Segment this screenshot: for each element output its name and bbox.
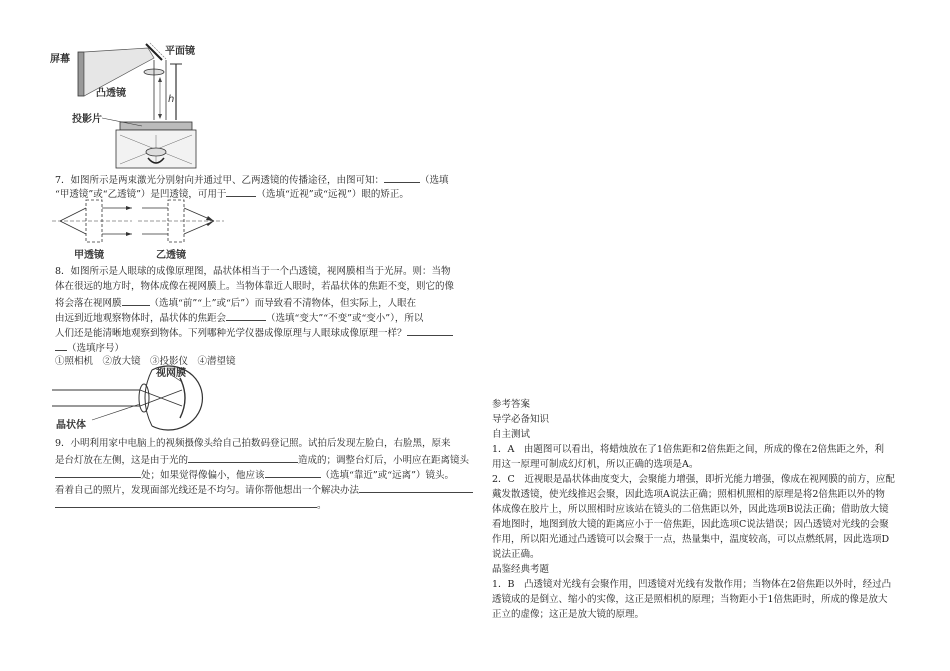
q9-line2-a: 是台灯放在左侧，这是由于光的 [55,455,189,466]
q9-blank-1 [188,452,298,463]
answer-1-line-2: 用这一原理可制成幻灯机，所以正确的选项是A。 [492,459,699,470]
section-heading-2: 自主测试 [492,429,531,440]
q9-blank-4 [359,482,473,493]
q8-line4-b: （选填“变大”“不变”或“变小”），所以 [266,313,424,324]
answer-2-line-2: 戴发散透镜，使光线推迟会聚，因此选项A说法正确；照相机照相的原理是将2倍焦距以外的物 [492,489,885,500]
q8-blank-1 [122,295,150,306]
answer-2-line-5: 作用，所以阳光通过凸透镜可以会聚于一点，热量集中，温度较高，可以点燃纸屑，因此选项D [492,534,890,545]
lens-b-label: 乙透镜 [156,250,186,261]
q8-line3-b: （选填“前”“上”或“后”）而导致看不清物体，但实际上，人眼在 [149,298,417,309]
answer-3-line-2: 透镜成的是倒立、缩小的实像，这正是照相机的原理；当物距小于1倍焦距时，所成的像是放大 [492,594,888,605]
projector-figure [50,40,200,170]
q8-blank-4 [55,340,67,351]
answer-1-line-1: 1．A 由题图可以看出，将蜡烛放在了1倍焦距和2倍焦距之间，所成的像在2倍焦距之外，利 [492,444,885,455]
answer-2-line-6: 说法正确。 [492,549,540,560]
answer-2-line-4: 看地图时，地图到放大镜的距离应小于一倍焦距，因此选项C说法错误；因凸透镜对光线的会聚 [492,519,889,530]
q9-line4: 看着自己的照片，发现面部光线还是不均匀。请你帮他想出一个解决办法 [55,485,360,496]
q7-line2-a: “甲透镜”或“乙透镜”）是凹透镜，可用于 [55,189,227,200]
q8-line5: 人们还是能清晰地观察到物体。下列哪种光学仪器成像原理与人眼球成像原理一样？ [55,328,407,339]
answer-2-line-3: 体成像在胶片上，所以照相时应该站在镜头的二倍焦距以外，因此选项B说法正确；借助放大镜 [492,504,889,515]
q8-line4-a: 由远到近地观察物体时，晶状体的焦距会 [55,313,227,324]
crystal-label: 晶状体 [56,420,86,431]
q9-line2-b: 造成的；调整台灯后，小明应在距离镜头 [298,455,470,466]
q7-blank-1 [384,172,420,183]
lens-a-label: 甲透镜 [74,250,104,261]
q8-blank-2 [226,310,266,321]
q9-blank-3 [265,467,321,478]
q9-line3-a: 处；如果觉得像偏小，他应该 [141,470,265,481]
q7-blank-2 [226,186,256,197]
q9-line5-tail: 。 [317,500,327,511]
q8-blank-3 [407,325,453,336]
q7-line1-tail: （选填 [420,175,449,186]
q9-line1: 9．小明利用家中电脑上的视频摄像头给自己拍数码登记照。试拍后发现左脸白，右脸黑，原来 [55,438,451,449]
answer-2-line-1: 2．C 近视眼是晶状体曲度变大，会聚能力增强，即折光能力增强，像成在视网膜的前方，应配 [492,474,895,485]
answer-3-line-3: 正立的虚像；这正是放大镜的原理。 [492,609,645,620]
q8-line3-a: 将会落在视网膜 [55,298,122,309]
section-heading-1: 导学必备知识 [492,414,550,425]
q9-line3-b: （选填“靠近”或“远离”）镜头。 [320,470,454,481]
lens-figure [52,198,232,260]
q8-line2: 体在很远的地方时，物体成像在视网膜上。当物体靠近人眼时，若晶状体的焦距不变，则它的像 [55,281,455,292]
slide-label: 投影片 [72,114,102,125]
answer-title: 参考答案 [492,399,531,410]
section-heading-3: 晶鉴经典考题 [492,564,550,575]
lens-label: 凸透镜 [96,88,126,99]
q8-line6: （选填序号） [67,343,125,354]
q8-options: ①照相机 ②放大镜 ③投影仪 ④潜望镜 [55,356,236,367]
projector-diagram [50,40,200,170]
h-label: h [168,94,175,105]
q7-line1: 7．如图所示是两束激光分别射向并通过甲、乙两透镜的传播途径，由图可知： [55,175,385,186]
retina-label: 视网膜 [156,368,186,379]
q9-blank-2 [55,467,141,478]
mirror-label: 平面镜 [165,46,195,57]
q7-line2-b: （选填“近视”或“远视”）眼的矫正。 [256,189,409,200]
q8-line1: 8．如图所示是人眼球的成像原理图，晶状体相当于一个凸透镜，视网膜相当于光屏。则：当物 [55,266,451,277]
answer-3-line-1: 1．B 凸透镜对光线有会聚作用，凹透镜对光线有发散作用；当物体在2倍焦距以外时，经过凸 [492,579,892,590]
screen-label: 屏幕 [50,54,70,65]
eye-figure [52,364,212,432]
q9-blank-5 [55,497,317,508]
